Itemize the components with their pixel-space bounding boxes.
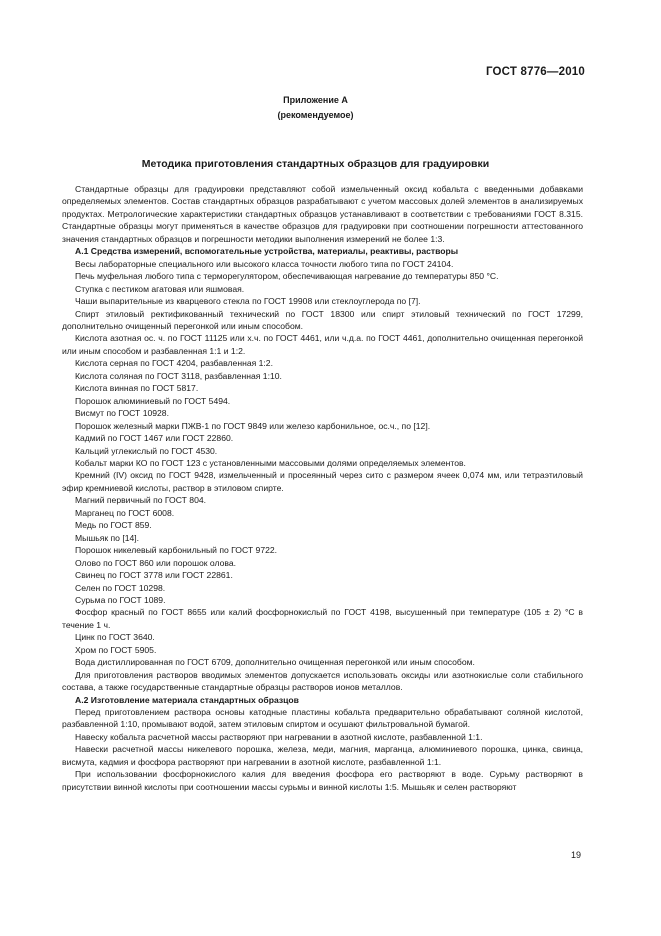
paragraph: Для приготовления растворов вводимых элементов допускается использовать оксиды или азотнокислые соли стабильного состава, а также государственные стандартные образцы растворов ионов металлов. bbox=[62, 669, 583, 693]
document-body bbox=[62, 183, 583, 793]
paragraph: Хром по ГОСТ 5905. bbox=[75, 644, 157, 655]
section-heading: А.1 Средства измерений, вспомогательные устройства, материалы, реактивы, растворы bbox=[75, 246, 459, 257]
paragraph: Кобальт марки КО по ГОСТ 123 с установленными массовыми долями определяемых элементов. bbox=[75, 457, 466, 468]
paragraph: Висмут по ГОСТ 10928. bbox=[75, 408, 169, 419]
paragraph: Кальций углекислый по ГОСТ 4530. bbox=[75, 445, 218, 456]
document-title: Методика приготовления стандартных образцов для градуировки bbox=[141, 158, 490, 170]
paragraph: Кислота серная по ГОСТ 4204, разбавленная 1:2. bbox=[75, 358, 273, 369]
paragraph: Фосфор красный по ГОСТ 8655 или калий фосфорнокислый по ГОСТ 4198, высушенный при температуре (105 ± 2) °С в течение 1 ч. bbox=[62, 607, 583, 630]
paragraph: Порошок алюминиевый по ГОСТ 5494. bbox=[75, 395, 231, 406]
appendix-title: Приложение А bbox=[283, 95, 348, 105]
appendix-subtitle: (рекомендуемое) bbox=[277, 110, 354, 120]
paragraph: Кадмий по ГОСТ 1467 или ГОСТ 22860. bbox=[75, 433, 234, 444]
section-heading: А.2 Изготовление материала стандартных образцов bbox=[75, 694, 299, 705]
paragraph: Медь по ГОСТ 859. bbox=[75, 520, 152, 531]
paragraph: Олово по ГОСТ 860 или порошок олова. bbox=[75, 557, 237, 568]
paragraph: Сурьма по ГОСТ 1089. bbox=[75, 594, 166, 605]
paragraph: При использовании фосфорнокислого калия для введения фосфора его растворяют в воде. Сурьму растворяют в присутствии винной кислоты при соотношении массы сурьмы и винной кислоты 1:5. Мышьяк и селен растворяют bbox=[62, 769, 583, 792]
paragraph: Селен по ГОСТ 10298. bbox=[75, 582, 166, 593]
paragraph: Чаши выпарительные из кварцевого стекла по ГОСТ 19908 или стеклоуглерода по [7]. bbox=[75, 296, 421, 307]
paragraph: Перед приготовлением раствора основы катодные пластины кобальта предварительно обрабатывают соляной кислотой, разбавленной 1:10, промывают водой, затем этиловым спиртом и осушают фильтровальной бумагой. bbox=[62, 707, 583, 730]
paragraph: Свинец по ГОСТ 3778 или ГОСТ 22861. bbox=[75, 570, 233, 581]
paragraph: Мышьяк по [14]. bbox=[75, 532, 140, 543]
paragraph: Спирт этиловый ректификованный технический по ГОСТ 18300 или спирт этиловый технический по ГОСТ 17299, дополнительно очищенный перегонкой или иным способом. bbox=[62, 308, 583, 331]
paragraph: Навески расчетной массы никелевого порошка, железа, меди, магния, марганца, алюминиевого порошка, цинка, свинца, висмута, кадмия и фосфора растворяют при нагревании в азотной кислоте, разбавленной 1:1. bbox=[62, 744, 583, 767]
paragraph: Печь муфельная любого типа с терморегулятором, обеспечивающая нагревание до температуры 850 °С. bbox=[75, 271, 499, 282]
paragraph: Ступка с пестиком агатовая или яшмовая. bbox=[75, 283, 245, 294]
paragraph: Весы лабораторные специального или высокого класса точности любого типа по ГОСТ 24104. bbox=[75, 258, 454, 269]
paragraph: Порошок никелевый карбонильный по ГОСТ 9722. bbox=[75, 545, 278, 556]
paragraph: Кислота соляная по ГОСТ 3118, разбавленная 1:10. bbox=[75, 370, 282, 381]
paragraph: Кислота винная по ГОСТ 5817. bbox=[75, 383, 199, 394]
standard-code: ГОСТ 8776—2010 bbox=[485, 66, 585, 78]
paragraph: Вода дистиллированная по ГОСТ 6709, дополнительно очищенная перегонкой или иным способом. bbox=[75, 657, 475, 668]
page-number: 19 bbox=[570, 850, 581, 860]
paragraph: Кислота азотная ос. ч. по ГОСТ 11125 или х.ч. по ГОСТ 4461, или ч.д.а. по ГОСТ 4461, дополнительно очищенная перегонкой или иным способом и разбавленная 1:1 и 1:2. bbox=[62, 333, 583, 356]
paragraph: Навеску кобальта расчетной массы растворяют при нагревании в азотной кислоте, разбавленной 1:1. bbox=[75, 731, 483, 742]
paragraph: Стандартные образцы для градуировки представляют собой измельченный оксид кобальта с введенными добавками определяемых элементов. Состав стандартных образцов разрабатывают с учетом массовых долей элементов в анализируемых продуктах. Метрологические характеристики стандартных образцов устанавливают в соответствии с требованиями ГОСТ 8.315. Стандартные образцы могут применяться в качестве образцов для градуировки при соотношении погрешности аттестованного значения стандартных образцов и погрешности методики выполнения измерений не более 1:3. bbox=[62, 184, 583, 244]
paragraph: Цинк по ГОСТ 3640. bbox=[75, 632, 155, 643]
paragraph: Кремний (IV) оксид по ГОСТ 9428, измельченный и просеянный через сито с размером ячеек 0,074 мм, или тетраэтиловый эфир кремниевой кислоты, раствор в этиловом спирте. bbox=[62, 470, 583, 493]
appendix-heading bbox=[0, 93, 631, 123]
paragraph: Магний первичный по ГОСТ 804. bbox=[75, 495, 207, 506]
paragraph: Порошок железный марки ПЖВ-1 по ГОСТ 9849 или железо карбонильное, ос.ч., по [12]. bbox=[75, 420, 431, 431]
paragraph: Марганец по ГОСТ 6008. bbox=[75, 507, 175, 518]
